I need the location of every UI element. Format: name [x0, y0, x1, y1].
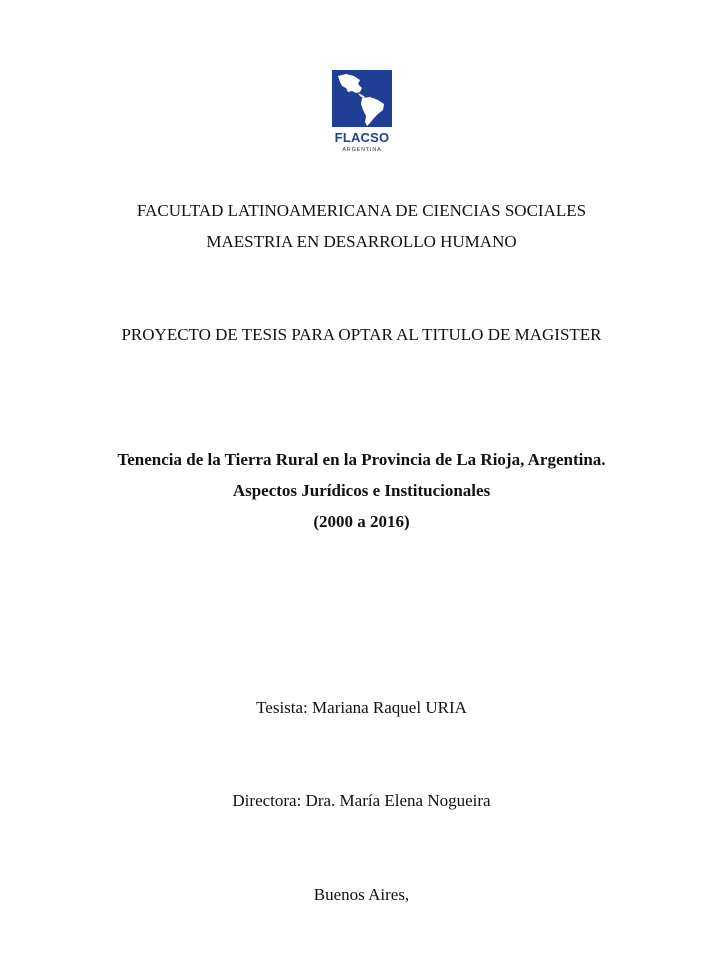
institution-name: FACULTAD LATINOAMERICANA DE CIENCIAS SOCIALES	[136, 201, 587, 220]
program-name: MAESTRIA EN DESARROLLO HUMANO	[206, 232, 517, 251]
thesis-title-line2: Aspectos Jurídicos e Institucionales	[232, 481, 491, 500]
thesis-title-line3: (2000 a 2016)	[313, 512, 410, 531]
place-line: Buenos Aires,	[313, 885, 410, 904]
author-line: Tesista: Mariana Raquel URIA	[256, 698, 467, 717]
americas-map-icon	[332, 70, 392, 127]
director-line: Directora: Dra. María Elena Nogueira	[232, 791, 491, 810]
logo-name: FLACSO	[334, 130, 390, 145]
thesis-title-line1: Tenencia de la Tierra Rural en la Provincia de La Rioja, Argentina.	[117, 450, 606, 469]
project-line: PROYECTO DE TESIS PARA OPTAR AL TITULO DE MAGISTER	[121, 325, 602, 344]
logo-subtitle: ARGENTINA	[342, 147, 382, 153]
flacso-logo	[329, 70, 395, 158]
